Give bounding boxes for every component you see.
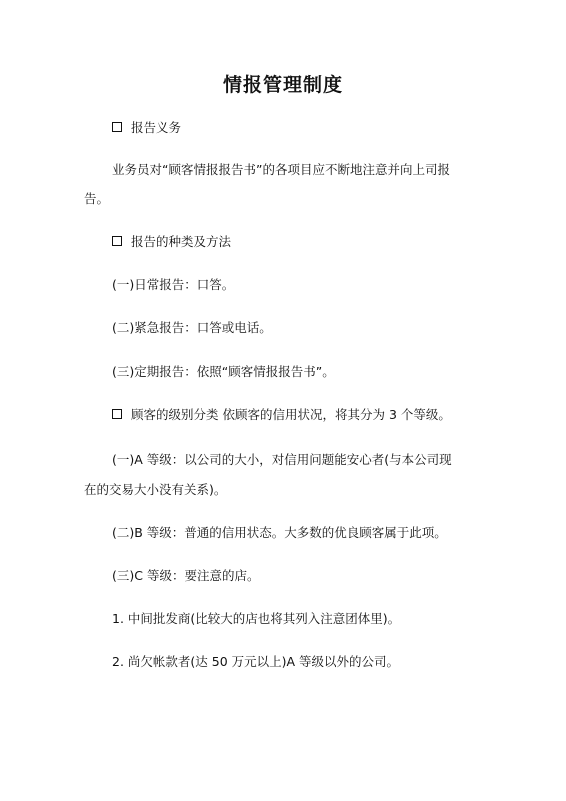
heading-text: 顾客的级别分类 依顾客的信用状况，将其分为 3 个等级。: [131, 407, 451, 422]
list-item: (三)定期报告：依照“顾客情报报告书”。: [112, 364, 335, 379]
section-heading-report-duty: [112, 115, 181, 141]
list-item: (三)C 等级：要注意的店。: [112, 568, 260, 583]
checkbox-bullet-icon: [112, 122, 122, 132]
paragraph-line: 业务员对“顾客情报报告书”的各项目应不断地注意并向上司报: [112, 162, 450, 177]
checkbox-bullet-icon: [112, 236, 122, 246]
checkbox-bullet-icon: [112, 409, 122, 419]
heading-text: 报告义务: [131, 120, 182, 135]
paragraph-line: (一)A 等级：以公司的大小，对信用问题能安心者(与本公司现: [112, 452, 452, 467]
list-item: (二)B 等级：普通的信用状态。大多数的优良顾客属于此项。: [112, 525, 447, 540]
list-item: (二)紧急报告：口答或电话。: [112, 320, 272, 335]
document-title: 情报管理制度: [222, 74, 343, 96]
section-heading-report-types: [112, 229, 231, 255]
list-item: (一)日常报告：口答。: [112, 277, 235, 292]
list-item: 2. 尚欠帐款者(达 50 万元以上)A 等级以外的公司。: [112, 654, 400, 669]
list-item: 1. 中间批发商(比较大的店也将其列入注意团体里)。: [112, 611, 401, 626]
paragraph-line: 告。: [84, 191, 110, 206]
section-heading-customer-levels: [112, 402, 451, 428]
heading-text: 报告的种类及方法: [131, 234, 232, 249]
paragraph-line: 在的交易大小没有关系)。: [84, 482, 227, 497]
